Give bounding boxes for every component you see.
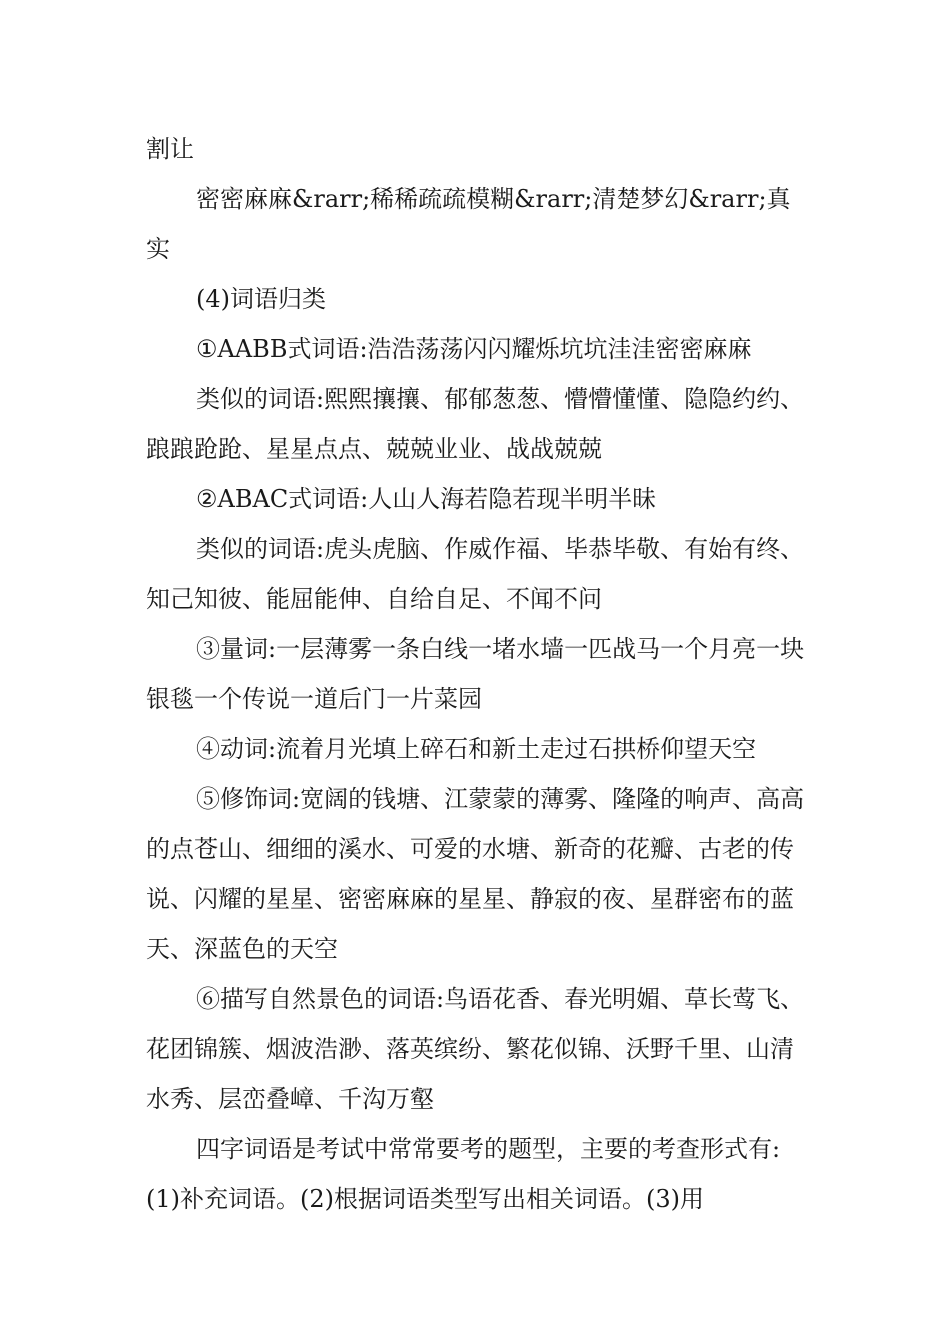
paragraph-scenery-words: ⑥描写自然景色的词语:鸟语花香、春光明媚、草长莺飞、花团锦簇、烟波浩渺、落英缤纷、繁花似锦、沃野千里、山清水秀、层峦叠嶂、千沟万壑 <box>146 985 805 1113</box>
paragraph-measure-words: ③量词:一层薄雾一条白线一堵水墙一匹战马一个月亮一块银毯一个传说一道后门一片菜园 <box>146 635 805 713</box>
paragraph-verbs: ④动词:流着月光填上碎石和新土走过石拱桥仰望天空 <box>196 735 757 763</box>
document-page <box>146 124 808 1224</box>
paragraph-abac-words: ②ABAC式词语:人山人海若隐若现半明半昧 <box>196 485 657 513</box>
paragraph-continuation: 割让 <box>146 135 194 163</box>
paragraph-word-progression: 密密麻麻&rarr;稀稀疏疏模糊&rarr;清楚梦幻&rarr;真实 <box>146 185 791 263</box>
paragraph-aabb-similar: 类似的词语:熙熙攘攘、郁郁葱葱、懵懵懂懂、隐隐约约、踉踉跄跄、星星点点、兢兢业业、战战兢兢 <box>146 385 805 463</box>
section-heading-word-classification: (4)词语归类 <box>196 285 326 313</box>
paragraph-aabb-words: ①AABB式词语:浩浩荡荡闪闪耀烁坑坑洼洼密密麻麻 <box>196 335 752 363</box>
paragraph-exam-forms: 四字词语是考试中常常要考的题型，主要的考查形式有:(1)补充词语。(2)根据词语类型写出相关词语。(3)用 <box>146 1135 781 1213</box>
paragraph-abac-similar: 类似的词语:虎头虎脑、作威作福、毕恭毕敬、有始有终、知己知彼、能屈能伸、自给自足、不闻不问 <box>146 535 805 613</box>
paragraph-modifiers: ⑤修饰词:宽阔的钱塘、江蒙蒙的薄雾、隆隆的响声、高高的点苍山、细细的溪水、可爱的水塘、新奇的花瓣、古老的传说、闪耀的星星、密密麻麻的星星、静寂的夜、星群密布的蓝天、深蓝色的天空 <box>146 785 805 963</box>
